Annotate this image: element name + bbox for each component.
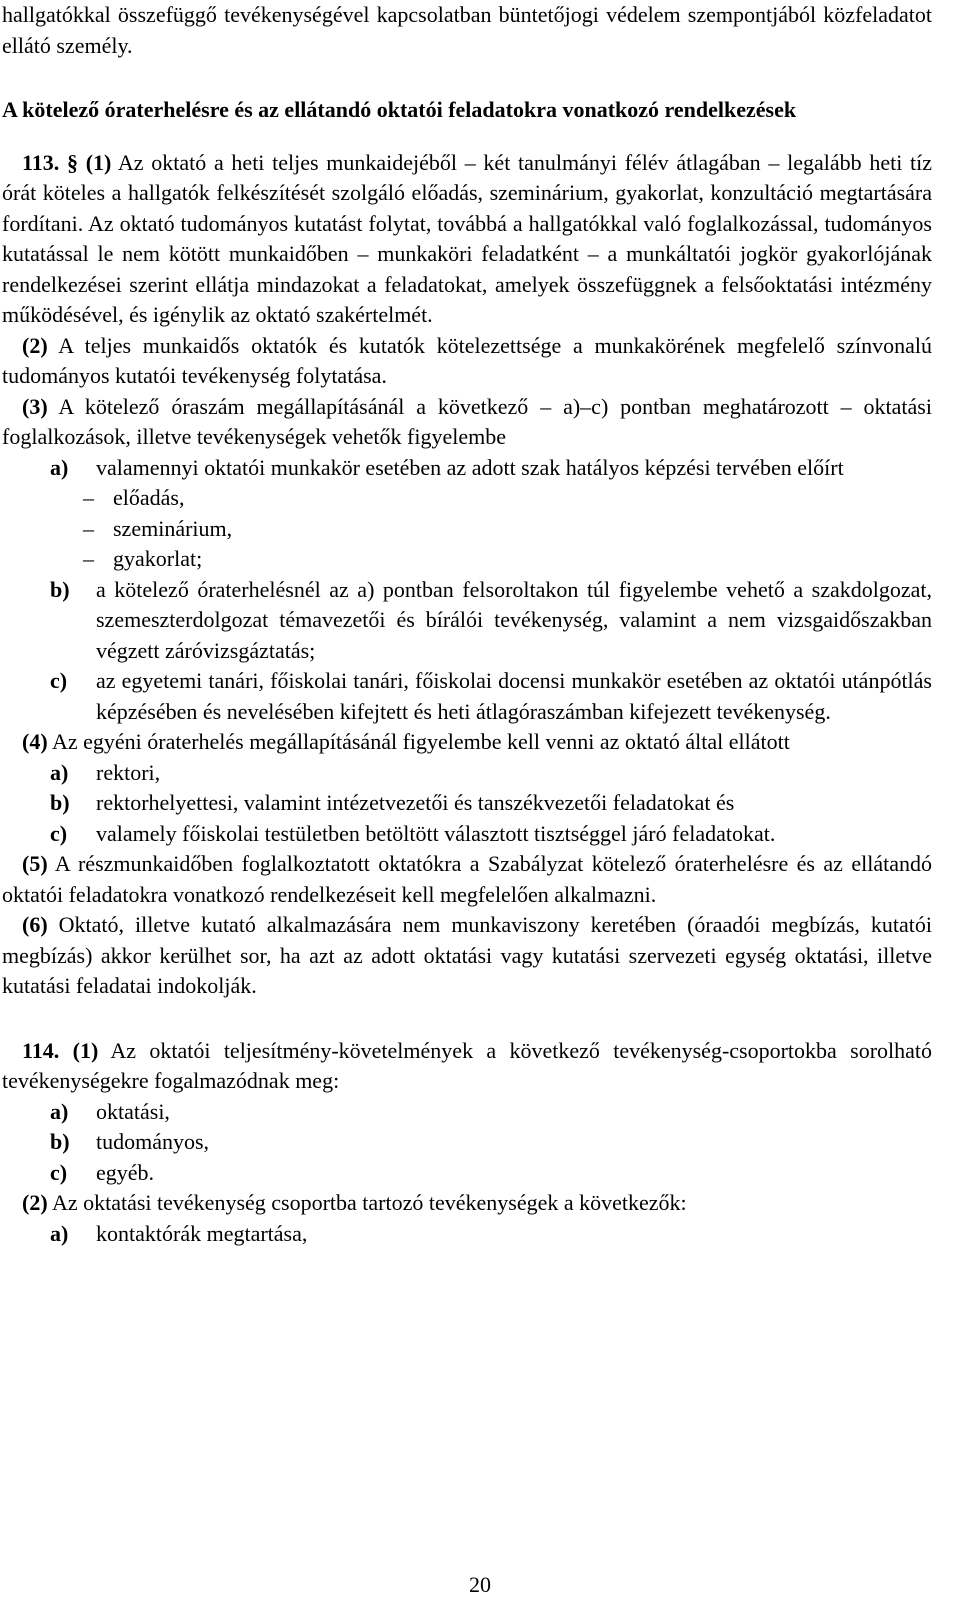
list-item-label: b) xyxy=(50,1129,70,1154)
list-item xyxy=(2,1097,932,1128)
section-heading: A kötelező óraterhelésre és az ellátandó oktatói feladatokra vonatkozó rendelkezések xyxy=(2,97,797,122)
s114-p2 xyxy=(2,1188,932,1219)
section-sign: § xyxy=(67,149,79,175)
s113-p6-text: Oktató, illetve kutató alkalmazására nem munkaviszony keretében (óraadói megbízás, kutatói megbízás) akkor kerülhet sor, ha azt az adott oktatási vagy kutatási szervezeti egység oktatási, illetve kutatási feladatai indokolják. xyxy=(2,912,933,998)
list-item-text: tudományos, xyxy=(96,1129,210,1154)
s114-p2-text: Az oktatási tevékenység csoportba tartozó tevékenységek a következők: xyxy=(51,1190,687,1215)
s113-p3 xyxy=(2,392,932,453)
s113-p5-num: (5) xyxy=(22,851,48,876)
list-item-text: rektori, xyxy=(96,759,161,785)
document-page xyxy=(2,0,932,1249)
list-item xyxy=(2,1158,932,1189)
s114-p1-text: Az oktatói teljesítmény-követelmények a következő tevékenység-csoportokba sorolható tevékenységekre fogalmazódnak meg: xyxy=(2,1037,933,1093)
s113-p1-text: Az oktató a heti teljes munkaidejéből – két tanulmányi félév átlagában – legalább heti tíz órát köteles a hallgatók felkészítését szolgáló előadás, szeminárium, gyakorlat, konzultáció megtartására fordítani. Az oktató tudományos kutatást folytat, továbbá a hallgatókkal való foglalkozással, tudományos kutatással le nem kötött munkaidőben – munkaköri feladatként – a munkáltatói jogkör gyakorlójának rendelkezései szerint ellátja mindazokat a feladatokat, amelyek összefüggnek a felsőoktatási intézmény működésével, és igénylik az oktató szakértelmét. xyxy=(2,149,933,327)
list-item-label: a) xyxy=(50,1220,69,1246)
dash-marker: – xyxy=(83,485,94,510)
s113-p5 xyxy=(2,849,932,910)
list-item-label: c) xyxy=(50,1159,68,1185)
dash-item-text: előadás, xyxy=(113,485,185,510)
list-item-label: c) xyxy=(50,668,68,693)
list-item-text: a kötelező óraterhelésnél az a) pontban felsoroltakon túl figyelembe vehető a szakdolgozat, szemeszterdolgozat témavezetői és bírálói tevékenység, valamint a nem vizsgaidőszakban végzett záróvizsgáztatás; xyxy=(96,576,932,663)
list-item-text: kontaktórák megtartása, xyxy=(96,1220,308,1246)
s113-p3-text: A kötelező óraszám megállapításánál a következő – a)–c) pontban meghatározott – oktatási foglalkozások, illetve tevékenységek vehetők figyelembe xyxy=(2,393,932,449)
s113-p2-num: (2) xyxy=(22,332,48,358)
s113-number: 113. xyxy=(22,149,60,175)
dash-item-text: gyakorlat; xyxy=(113,546,203,571)
s113-p2-text: A teljes munkaidős oktatók és kutatók kötelezettsége a munkakörének megfelelő színvonalú tudományos kutatói tevékenység folytatása. xyxy=(2,332,932,388)
dash-marker: – xyxy=(83,546,94,571)
list-item-label: c) xyxy=(50,820,68,846)
s113-p4 xyxy=(2,727,932,758)
list-item xyxy=(2,575,932,667)
s114-p1 xyxy=(2,1036,932,1097)
list-item xyxy=(2,666,932,727)
s114-p2-num: (2) xyxy=(22,1190,48,1215)
dash-item xyxy=(2,544,932,575)
list-item-text: egyéb. xyxy=(96,1159,155,1185)
intro-paragraph: hallgatókkal összefüggő tevékenységével kapcsolatban büntetőjogi védelem szempontjából közfeladatot ellátó személy. xyxy=(2,2,932,58)
s114-number: 114. xyxy=(22,1037,60,1063)
list-item xyxy=(2,758,932,789)
list-item xyxy=(2,1219,932,1250)
dash-item xyxy=(2,483,932,514)
s113-p3-num: (3) xyxy=(22,393,48,419)
list-item xyxy=(2,1127,932,1158)
list-item-label: a) xyxy=(50,1098,69,1124)
s113-p6 xyxy=(2,910,932,1002)
list-item xyxy=(2,819,932,850)
list-item-text: az egyetemi tanári, főiskolai tanári, főiskolai docensi munkakör esetében az oktatói utánpótlás képzésében és nevelésében kifejtett és heti átlagóraszámban kifejezett tevékenység. xyxy=(96,668,932,724)
list-item-label: b) xyxy=(50,576,70,602)
list-item-text: oktatási, xyxy=(96,1098,170,1124)
s113-p1 xyxy=(2,148,932,331)
list-item-label: a) xyxy=(50,454,69,480)
dash-item-text: szeminárium, xyxy=(113,515,233,541)
page-number: 20 xyxy=(469,1572,491,1597)
s113-p4-text: Az egyéni óraterhelés megállapításánál figyelembe kell venni az oktató által ellátott xyxy=(51,729,790,754)
s114-p1-num: (1) xyxy=(72,1037,99,1063)
list-item-text: valamely főiskolai testületben betöltött választott tisztséggel járó feladatokat. xyxy=(96,820,776,846)
s113-p6-num: (6) xyxy=(22,912,48,937)
list-item-label: b) xyxy=(50,790,70,815)
s113-p5-text: A részmunkaidőben foglalkoztatott oktatókra a Szabályzat kötelező óraterhelésre és az ellátandó oktatói feladatokra vonatkozó rendelkezéseit kell megfelelően alkalmazni. xyxy=(2,851,932,907)
list-item-label: a) xyxy=(50,759,69,785)
s113-p4-num: (4) xyxy=(22,729,48,754)
dash-marker: – xyxy=(83,515,94,541)
list-item-text: rektorhelyettesi, valamint intézetvezetői és tanszékvezetői feladatokat és xyxy=(96,790,735,815)
list-item xyxy=(2,453,932,484)
s113-p2 xyxy=(2,331,932,392)
s113-p1-num: (1) xyxy=(85,149,112,175)
list-item-text: valamennyi oktatói munkakör esetében az adott szak hatályos képzési tervében előírt xyxy=(96,454,844,480)
dash-item xyxy=(2,514,932,545)
list-item xyxy=(2,788,932,819)
